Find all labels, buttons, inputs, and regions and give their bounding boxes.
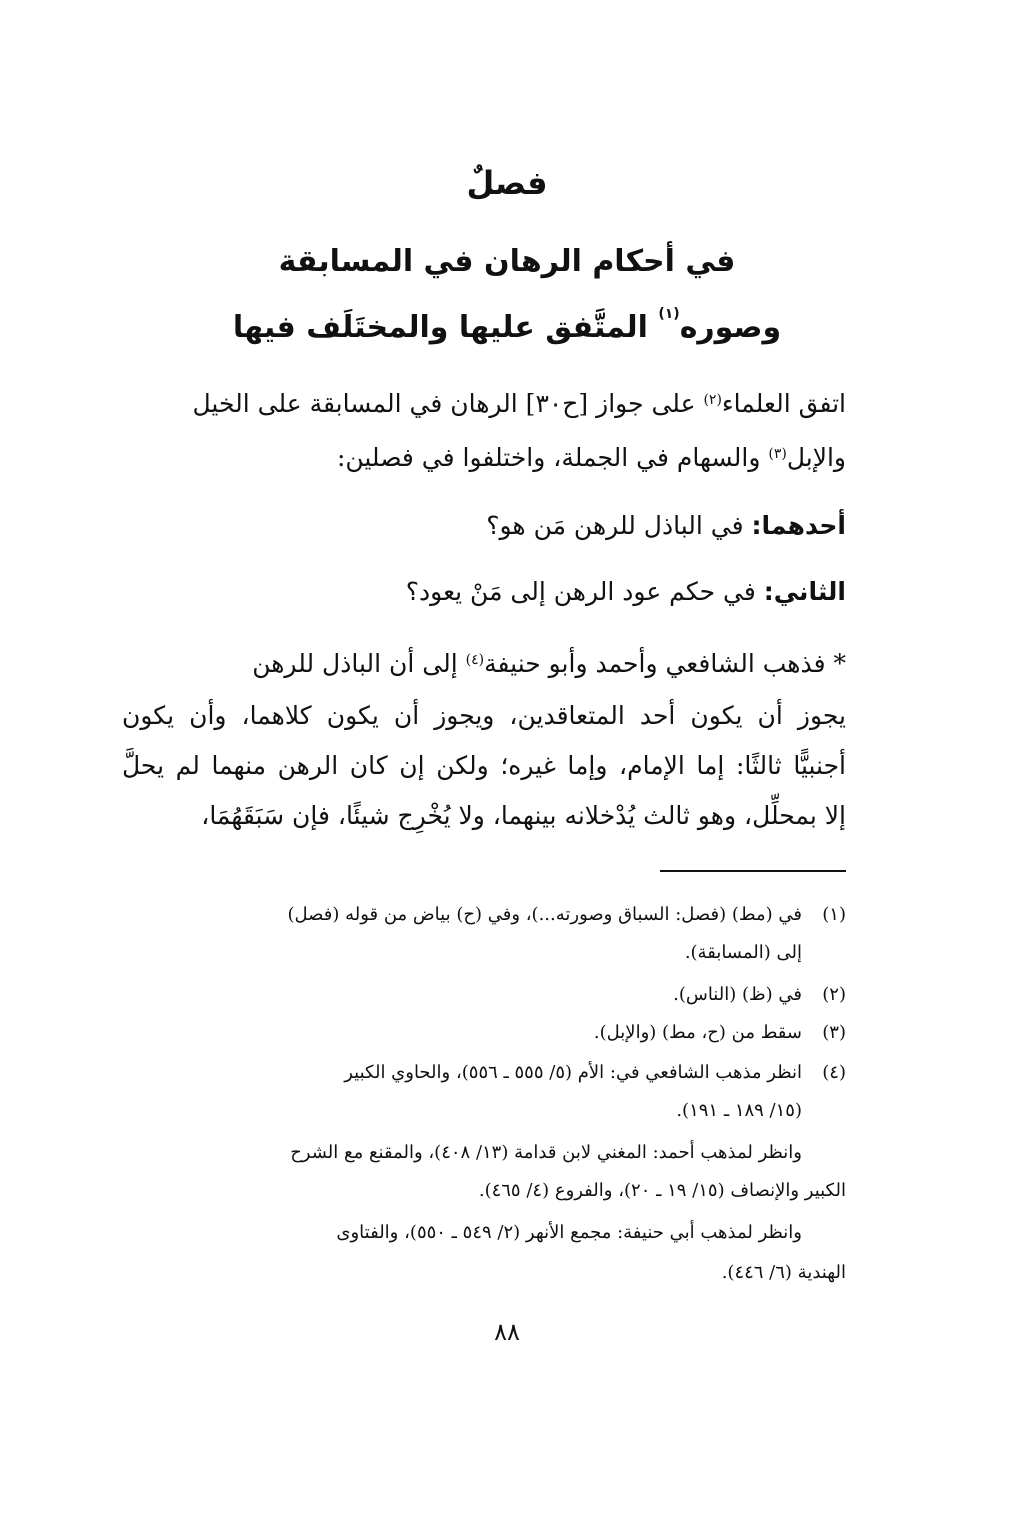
footnote-ref-2: (٢) <box>703 392 722 408</box>
footnote-text: في (مط) (فصل: السباق وصورته...)، وفي (ح) بياض من قوله (فصل) <box>287 904 802 925</box>
paragraph-1-line-2 <box>122 438 846 478</box>
footnote-text: في (ظ) (الناس). <box>673 984 802 1005</box>
text-run: على جواز [ح٣٠] الرهان في المسابقة على الخيل <box>192 389 704 418</box>
page-number: ٨٨ <box>494 1318 520 1346</box>
paragraph-2-line-1 <box>122 644 846 684</box>
footnote-number: (٣) <box>822 1022 846 1043</box>
footnote-number: (٢) <box>822 984 846 1005</box>
footnote-4-line-4: الكبير والإنصاف (١٥/ ١٩ ـ ٢٠)، والفروع (٤/ ٤٦٥). <box>478 1180 846 1201</box>
question-1 <box>160 506 846 546</box>
footnote-number: (٤) <box>822 1062 846 1083</box>
question-1-label: أحدهما: <box>751 511 846 540</box>
text-run: إلى أن الباذل للرهن <box>252 649 466 678</box>
text-run: اتفق العلماء <box>721 389 846 418</box>
footnote-4 <box>122 1058 846 1088</box>
footnote-separator <box>660 870 846 872</box>
paragraph-2-line-3: أجنبيًّا ثالثًا: إما الإمام، وإما غيره؛ ولكن إن كان الرهن منهما لم يحلَّ <box>122 751 846 780</box>
footnote-1-line-2: إلى (المسابقة). <box>684 942 802 963</box>
paragraph-2-line-2: يجوز أن يكون أحد المتعاقدين، ويجوز أن يكون كلاهما، وأن يكون <box>122 701 846 730</box>
footnote-4-line-2 <box>122 1096 846 1126</box>
paragraph-2-line-4: إلا بمحلِّل، وهو ثالث يُدْخلانه بينهما، ولا يُخْرِج شيئًا، فإن سَبَقَهُمَا، <box>201 801 846 830</box>
paragraph-1-line-1 <box>122 384 846 424</box>
footnote-4-line-3 <box>122 1138 846 1168</box>
footnote-text: انظر مذهب الشافعي في: الأم (٥/ ٥٥٥ ـ ٥٥٦)، والحاوي الكبير <box>344 1062 802 1083</box>
text-run: * فذهب الشافعي وأحمد وأبو حنيفة <box>484 649 846 678</box>
subtitle-text-b: المتَّفق عليها والمختَلَف فيها <box>232 310 659 345</box>
footnote-text: وانظر لمذهب أبي حنيفة: مجمع الأنهر (٢/ ٥٤٩ ـ ٥٥٠)، والفتاوى <box>336 1222 802 1243</box>
footnote-number: (١) <box>822 904 846 925</box>
footnote-text: سقط من (ح، مط) (والإبل). <box>593 1022 802 1043</box>
section-title: فصلٌ <box>466 164 548 202</box>
footnote-1 <box>122 900 846 930</box>
footnote-4-line-5 <box>122 1218 846 1248</box>
footnote-text: (١٥/ ١٨٩ ـ ١٩١). <box>676 1100 802 1121</box>
footnote-3 <box>122 1018 846 1048</box>
text-run: والإبل <box>786 443 846 472</box>
section-subtitle: في أحكام الرهان في المسابقة <box>278 244 736 279</box>
question-2 <box>160 572 846 612</box>
footnote-2 <box>122 980 846 1010</box>
section-subtitle-2 <box>0 306 1014 345</box>
footnote-ref-1: (١) <box>658 306 680 322</box>
question-1-text: في الباذل للرهن مَن هو؟ <box>486 511 752 540</box>
text-run: والسهام في الجملة، واختلفوا في فصلين: <box>336 443 769 472</box>
question-2-label: الثاني: <box>763 577 846 606</box>
footnote-4-line-6: الهندية (٦/ ٤٤٦). <box>721 1262 846 1283</box>
subtitle-text-a: وصوره <box>679 310 782 345</box>
question-2-text: في حكم عود الرهن إلى مَنْ يعود؟ <box>405 577 764 606</box>
footnote-ref-3: (٣) <box>768 446 787 462</box>
footnote-text: وانظر لمذهب أحمد: المغني لابن قدامة (١٣/ ٤٠٨)، والمقنع مع الشرح <box>290 1142 802 1163</box>
footnote-ref-4: (٤) <box>465 652 485 668</box>
